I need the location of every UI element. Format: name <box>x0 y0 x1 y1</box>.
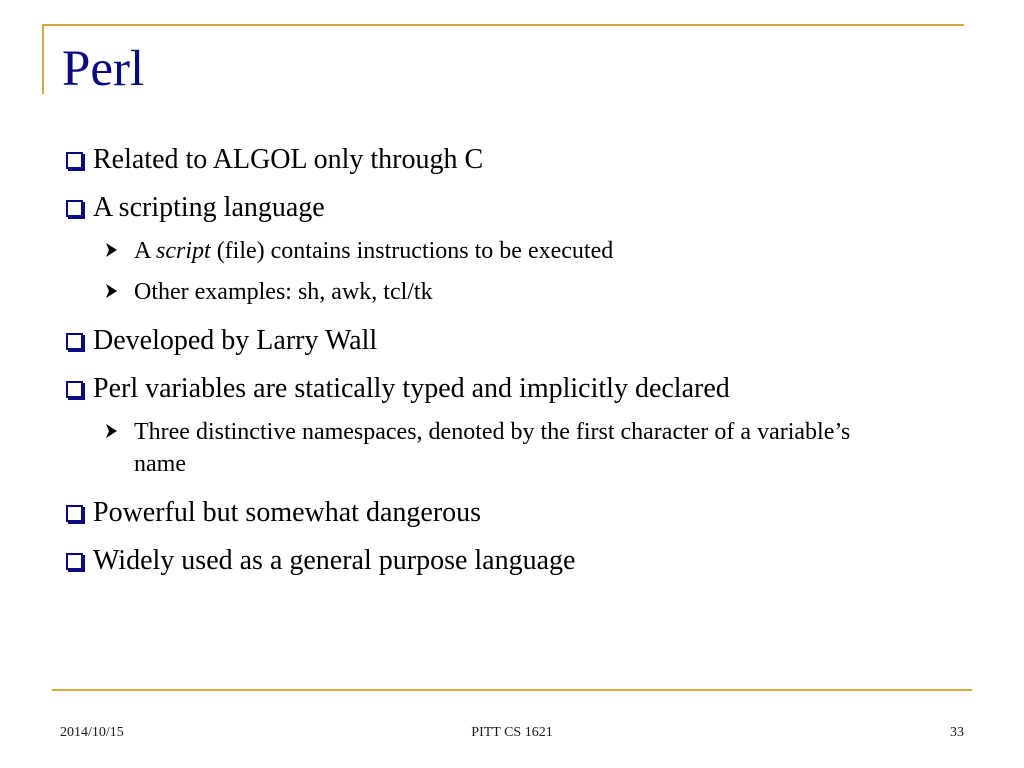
bullet-text: Perl variables are statically typed and implicitly declared <box>93 373 730 404</box>
footer-divider-line <box>52 689 972 691</box>
arrow-bullet-icon <box>102 422 120 440</box>
footer-page-number: 33 <box>950 725 964 740</box>
bullet-item <box>66 191 946 225</box>
arrow-bullet-icon <box>102 241 120 259</box>
sub-bullet-text: Three distinctive namespaces, denoted by the first character of a variable’s name <box>134 419 851 477</box>
left-frame-line <box>42 24 44 94</box>
hollow-square-icon <box>66 333 83 350</box>
hollow-square-icon <box>66 381 83 398</box>
slide-title: Perl <box>62 41 145 97</box>
bullet-item <box>66 544 946 578</box>
hollow-square-icon <box>66 152 83 169</box>
arrow-bullet-icon <box>102 282 120 300</box>
footer-date: 2014/10/15 <box>60 725 124 740</box>
footer-course: PITT CS 1621 <box>471 725 553 740</box>
bullet-text: Developed by Larry Wall <box>93 325 378 356</box>
bullet-item <box>66 496 946 530</box>
sub-bullet-text <box>134 235 613 267</box>
bullet-item <box>66 372 946 406</box>
sub-bullet-item <box>102 276 946 308</box>
bullet-text: Powerful but somewhat dangerous <box>93 497 482 528</box>
top-frame-line <box>42 24 964 26</box>
sub-bullet-prefix: A <box>134 238 157 264</box>
sub-bullet-suffix: (file) contains instructions to be executed <box>210 238 614 264</box>
sub-bullet-item <box>102 416 946 480</box>
hollow-square-icon <box>66 553 83 570</box>
sub-bullet-text: Other examples: sh, awk, tcl/tk <box>134 279 433 305</box>
hollow-square-icon <box>66 200 83 217</box>
bullet-text: A scripting language <box>93 192 325 223</box>
bullet-text: Widely used as a general purpose language <box>93 545 576 576</box>
sub-bullet-italic: script <box>156 238 211 264</box>
bullet-item <box>66 324 946 358</box>
bullet-item <box>66 143 946 177</box>
bullet-list <box>66 143 946 592</box>
sub-bullet-item <box>102 235 946 267</box>
bullet-text: Related to ALGOL only through C <box>93 144 484 175</box>
hollow-square-icon <box>66 505 83 522</box>
